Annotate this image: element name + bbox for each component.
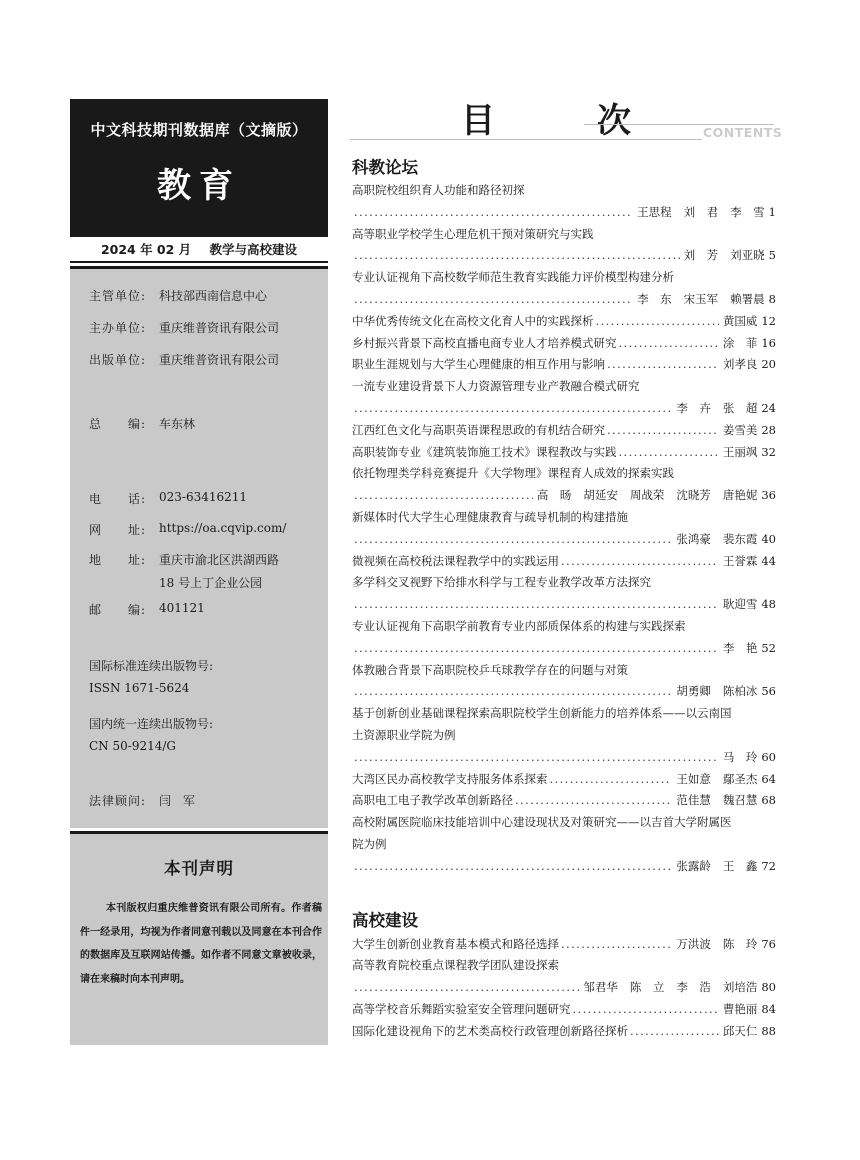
author-name: 李 雪: [730, 204, 765, 219]
author-name: 刘孝良: [722, 357, 758, 372]
author-name: 曹艳丽: [722, 1001, 758, 1016]
masthead: [70, 99, 328, 237]
author-name: 王丽飒: [722, 444, 758, 459]
toc-entry-leader: [352, 681, 776, 703]
author-name: 高 旸: [536, 488, 572, 503]
toc-entry[interactable]: [352, 769, 776, 791]
author-name: 宋玉军: [683, 291, 719, 306]
author-name: 陈 立: [629, 980, 665, 995]
sponsor-label: 主管单位:: [89, 289, 147, 303]
website-label: 网 址:: [89, 523, 147, 537]
notice-title: 本刊声明: [164, 859, 234, 878]
address-line-1: 重庆市渝北区洪湖西路: [159, 553, 280, 567]
author-name: 李 卉: [676, 400, 711, 415]
article-title: 新媒体时代大学生心理健康教育与疏导机制的构建措施: [352, 509, 628, 524]
sponsor-value: 科技部西南信息中心: [159, 289, 268, 303]
host-row: [89, 319, 279, 336]
author-name: 张露龄: [676, 858, 711, 873]
author-name: 陈柏冰: [722, 684, 758, 699]
dot-leader: [354, 398, 672, 420]
author-name: 张鸿豪: [676, 531, 711, 546]
article-authors: [723, 333, 758, 355]
article-page: 60: [761, 749, 776, 764]
legal-label: 法律顾问:: [89, 794, 147, 808]
toc-entry-leader: [352, 202, 776, 224]
website-row: [89, 521, 286, 538]
postcode-value: 401121: [159, 601, 205, 615]
article-page: 8: [768, 291, 776, 306]
toc-entry[interactable]: [352, 267, 776, 311]
article-title: 微视频在高校税法课程教学中的实践运用: [352, 553, 559, 568]
author-name: 鄢圣杰: [722, 771, 758, 786]
dot-leader: [630, 1021, 719, 1043]
address-line-2: 18 号上丁企业公园: [159, 576, 263, 590]
publisher-label: 出版单位:: [89, 353, 147, 367]
author-name: 李 艳: [722, 640, 758, 655]
article-page: 36: [761, 488, 776, 503]
article-page: 28: [761, 422, 776, 437]
article-authors: [723, 420, 758, 442]
dot-leader: [607, 354, 719, 376]
toc-entry[interactable]: [352, 955, 776, 999]
publication-info: [70, 266, 328, 828]
author-name: 邱天仁: [722, 1023, 758, 1038]
contents-label: CONTENTS: [703, 125, 783, 140]
toc-entry[interactable]: [352, 420, 776, 442]
article-title: 大学生创新创业教育基本模式和路径选择: [352, 936, 559, 951]
article-page: 20: [761, 357, 776, 372]
author-name: 耿迎雪: [722, 597, 758, 612]
article-authors: [723, 638, 758, 660]
article-page: 64: [761, 771, 776, 786]
phone-label: 电 话:: [89, 492, 147, 506]
author-name: 涂 菲: [722, 335, 758, 350]
dot-leader: [561, 934, 672, 956]
dot-leader: [354, 529, 672, 551]
article-authors: [684, 245, 765, 267]
toc-entry[interactable]: [352, 442, 776, 464]
article-authors: [676, 790, 757, 812]
page-title: 目 次: [461, 101, 665, 141]
toc-entry[interactable]: [352, 376, 776, 420]
article-page: 5: [768, 248, 776, 263]
toc-entry-line: [352, 790, 776, 812]
toc-entry-leader: [352, 638, 776, 660]
issn-value: ISSN 1671-5624: [89, 681, 190, 695]
author-name: 陈 玲: [722, 936, 758, 951]
article-authors: [537, 485, 758, 507]
article-page: 32: [761, 444, 776, 459]
article-page: 1: [768, 204, 776, 219]
article-page: 72: [761, 858, 776, 873]
author-name: 王如意: [676, 771, 711, 786]
dot-leader: [607, 420, 719, 442]
toc-entry[interactable]: [352, 354, 776, 376]
publisher-value: 重庆维普资讯有限公司: [159, 353, 280, 367]
address-row: [89, 549, 279, 595]
address-label: 地 址:: [89, 553, 147, 567]
cn-value: CN 50-9214/G: [89, 739, 176, 753]
article-authors: [676, 856, 757, 878]
dot-leader: [354, 289, 633, 311]
toc-entry-line: [352, 999, 776, 1021]
article-authors: [723, 311, 758, 333]
article-page: 56: [761, 684, 776, 699]
article-title: 高等职业学校学生心理危机干预对策研究与实践: [352, 226, 594, 241]
issn-label: 国际标准连续出版物号:: [89, 659, 214, 673]
article-title: 乡村振兴背景下高校直播电商专业人才培养模式研究: [352, 335, 617, 350]
author-name: 刘培浩: [722, 980, 758, 995]
toc-entry[interactable]: [352, 703, 776, 768]
article-authors: [583, 977, 757, 999]
dot-leader: [354, 856, 672, 878]
toc-entry-line: [352, 1021, 776, 1043]
toc-entry-leader: [352, 977, 776, 999]
toc-entry[interactable]: [352, 311, 776, 333]
article-authors: [637, 202, 765, 224]
article-authors: [676, 529, 757, 551]
article-authors: [723, 551, 758, 573]
toc-entry[interactable]: [352, 812, 776, 877]
toc-entry[interactable]: [352, 333, 776, 355]
toc-entry-leader: [352, 594, 776, 616]
article-title: 江西红色文化与高职英语课程思政的有机结合研究: [352, 422, 605, 437]
issue-line: [70, 237, 328, 263]
article-page: 44: [761, 553, 776, 568]
toc-entry-line: [352, 420, 776, 442]
table-of-contents: [352, 156, 776, 1042]
cn-label: 国内统一连续出版物号:: [89, 717, 214, 731]
article-title: 多学科交叉视野下给排水科学与工程专业教学改革方法探究: [352, 575, 651, 590]
author-name: 刘亚晓: [730, 248, 765, 263]
author-name: 王思程: [637, 204, 672, 219]
author-name: 沈晓芳: [676, 488, 711, 503]
dot-leader: [619, 442, 719, 464]
article-page: 24: [761, 400, 776, 415]
article-authors: [723, 594, 758, 616]
author-name: 王 鑫: [722, 858, 758, 873]
toc-entry[interactable]: [352, 790, 776, 812]
article-page: 68: [761, 793, 776, 808]
article-title: 国际化建设视角下的艺术类高校行政管理创新路径探析: [352, 1023, 628, 1038]
toc-entry-leader: [352, 529, 776, 551]
article-authors: [723, 747, 758, 769]
column-name: 教学与高校建设: [209, 242, 298, 257]
phone-row: [89, 490, 247, 507]
phone-value: 023-63416211: [159, 490, 248, 504]
article-title: 高职装饰专业《建筑装饰施工技术》课程教改与实践: [352, 444, 617, 459]
author-name: 胡勇卿: [676, 684, 711, 699]
article-page: 80: [761, 980, 776, 995]
dot-leader: [561, 551, 719, 573]
toc-entry[interactable]: [352, 999, 776, 1021]
toc-entry-leader: [352, 747, 776, 769]
toc-entry-leader: [352, 856, 776, 878]
editor-value: 车东林: [159, 417, 196, 431]
author-name: 范佳慧: [676, 793, 711, 808]
legal-row: [89, 792, 195, 809]
dot-leader: [354, 638, 719, 660]
toc-entry[interactable]: [352, 660, 776, 704]
author-name: 唐艳妮: [722, 488, 758, 503]
article-title: 体教融合背景下高职院校乒乓球教学存在的问题与对策: [352, 662, 628, 677]
author-name: 姜雪美: [722, 422, 758, 437]
dot-leader: [619, 333, 719, 355]
toc-entry[interactable]: [352, 463, 776, 507]
toc-entry-leader: [352, 398, 776, 420]
magazine-title: 教育: [157, 166, 241, 206]
article-title: 依托物理类学科竞赛提升《大学物理》课程育人成效的探索实践: [352, 466, 674, 481]
article-page: 40: [761, 531, 776, 546]
article-title: 高等学校音乐舞蹈实验室安全管理问题研究: [352, 1001, 571, 1016]
toc-entry-line: [352, 551, 776, 573]
article-authors: [723, 442, 758, 464]
dot-leader: [354, 245, 680, 267]
dot-leader: [354, 594, 719, 616]
toc-entry[interactable]: [352, 1021, 776, 1043]
editor-row: [89, 415, 195, 432]
toc-entry[interactable]: [352, 934, 776, 956]
article-page: 88: [761, 1023, 776, 1038]
author-name: 刘 君: [683, 204, 719, 219]
author-name: 张 超: [722, 400, 758, 415]
article-page: 16: [761, 335, 776, 350]
article-authors: [723, 999, 758, 1021]
toc-entry[interactable]: [352, 616, 776, 660]
postcode-row: [89, 601, 205, 618]
author-name: 裴东霞: [722, 531, 758, 546]
sponsor-row: [89, 287, 267, 304]
article-page: 76: [761, 936, 776, 951]
editor-label: 总 编:: [89, 417, 147, 431]
website-link[interactable]: https://oa.cqvip.com/: [159, 521, 287, 535]
author-name: 黄国威: [722, 313, 758, 328]
article-title: 一流专业建设背景下人力资源管理专业产教融合模式研究: [352, 379, 640, 394]
dot-leader: [354, 202, 633, 224]
author-name: 赖署晨: [730, 291, 765, 306]
article-title: 高等教育院校重点课程教学团队建设探索: [352, 958, 559, 973]
dot-leader: [596, 311, 719, 333]
author-name: 邹君华: [583, 980, 618, 995]
article-authors: [676, 934, 757, 956]
dot-leader: [515, 790, 672, 812]
postcode-label: 邮 编:: [89, 603, 147, 617]
article-title: 高校附属医院临床技能培训中心建设现状及对策研究——以吉首大学附属医: [352, 815, 732, 830]
host-label: 主办单位:: [89, 321, 147, 335]
article-authors: [637, 289, 765, 311]
article-title-continued: 院为例: [352, 836, 387, 851]
author-name: 魏召慧: [722, 793, 758, 808]
toc-entry-line: [352, 442, 776, 464]
article-title-continued: 土资源职业学院为例: [352, 727, 456, 742]
toc-entry[interactable]: [352, 507, 776, 551]
toc-entry-line: [352, 769, 776, 791]
dot-leader: [354, 681, 672, 703]
article-authors: [723, 1021, 758, 1043]
author-name: 胡延安: [583, 488, 618, 503]
dot-leader: [354, 747, 719, 769]
host-value: 重庆维普资讯有限公司: [159, 321, 280, 335]
article-title: 专业认证视角下高校数学师范生教育实践能力评价模型构建分析: [352, 270, 674, 285]
article-title: 基于创新创业基础课程探索高职院校学生创新能力的培养体系——以云南国: [352, 706, 732, 721]
toc-entry[interactable]: [352, 224, 776, 268]
toc-entry[interactable]: [352, 180, 776, 224]
author-name: 王誉霖: [722, 553, 758, 568]
dot-leader: [573, 999, 719, 1021]
article-page: 12: [761, 313, 776, 328]
toc-entry-line: [352, 934, 776, 956]
author-name: 李 浩: [676, 980, 711, 995]
article-authors: [676, 681, 757, 703]
toc-entry[interactable]: [352, 572, 776, 616]
article-title: 高职电工电子教学改革创新路径: [352, 793, 513, 808]
toc-entry-leader: [352, 245, 776, 267]
left-panel: [70, 99, 328, 1045]
article-authors: [676, 398, 757, 420]
article-page: 84: [761, 1001, 776, 1016]
author-name: 马 玲: [722, 749, 758, 764]
dot-leader: [354, 977, 579, 999]
article-page: 52: [761, 640, 776, 655]
header-rule-bottom: [350, 139, 702, 140]
article-title: 专业认证视角下高职学前教育专业内部质保体系的构建与实践探索: [352, 618, 686, 633]
address-value: [159, 549, 279, 595]
toc-entry-line: [352, 311, 776, 333]
article-title: 大湾区民办高校教学支持服务体系探索: [352, 771, 548, 786]
article-title: 职业生涯规划与大学生心理健康的相互作用与影响: [352, 357, 605, 372]
issue-date: 2024 年 02 月: [100, 242, 192, 257]
toc-entry-leader: [352, 289, 776, 311]
notice-box: [70, 831, 328, 1045]
legal-value: 闫 军: [159, 794, 196, 808]
article-authors: [676, 769, 757, 791]
author-name: 周战荣: [629, 488, 665, 503]
dot-leader: [354, 485, 533, 507]
section-title: 高校建设: [352, 910, 418, 930]
database-title: 中文科技期刊数据库（文摘版）: [90, 121, 308, 139]
toc-entry-leader: [352, 485, 776, 507]
notice-text: 本刊版权归重庆维普资讯有限公司所有。作者稿件一经录用，均视为作者同意刊载以及同意在本刊合作的数据库及互联网站传播。如作者不同意文章被收录，请在来稿时向本刊声明。: [80, 903, 322, 985]
section-gap: [352, 878, 776, 908]
section-title: 科教论坛: [352, 158, 418, 177]
author-name: 李 东: [637, 291, 672, 306]
dot-leader: [550, 769, 673, 791]
author-name: 万洪波: [676, 936, 711, 951]
article-title: 中华优秀传统文化在高校文化育人中的实践探析: [352, 313, 594, 328]
publisher-row: [89, 351, 279, 368]
article-page: 48: [761, 597, 776, 612]
article-authors: [723, 354, 758, 376]
article-title: 高职院校组织育人功能和路径初探: [352, 183, 525, 197]
author-name: 刘 芳: [683, 248, 719, 263]
toc-entry-line: [352, 354, 776, 376]
toc-entry[interactable]: [352, 551, 776, 573]
toc-entry-line: [352, 333, 776, 355]
